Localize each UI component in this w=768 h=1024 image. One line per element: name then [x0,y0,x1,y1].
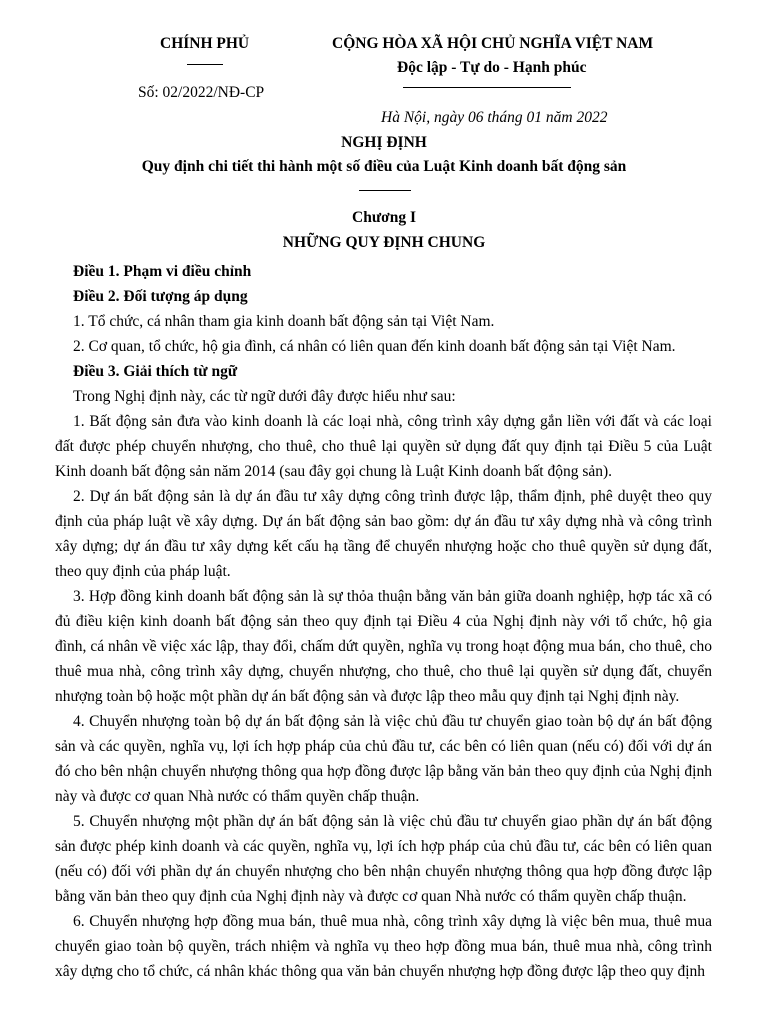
document-type: NGHỊ ĐỊNH [341,134,427,151]
article-3-clause-1: 1. Bất động sản đưa vào kinh doanh là các loại nhà, công trình xây dựng gắn liền với đất và các loại đất được phép chuyển nhượng, cho thuê, cho thuê lại quyền sử dụng đất quy định tại Điều 5 của Luật Kinh doanh bất động sản năm 2014 (sau đây gọi chung là Luật Kinh doanh bất động sản). [55,413,712,480]
document-body [55,259,712,984]
article-3-clause-3: 3. Hợp đồng kinh doanh bất động sản là sự thỏa thuận bằng văn bản giữa doanh nghiệp, hợp tác xã có đủ điều kiện kinh doanh bất động sản theo quy định tại Điều 4 của Nghị định này với tổ chức, hộ gia đình, cá nhân về việc xác lập, thay đổi, chấm dứt quyền, nghĩa vụ trong hoạt động mua bán, cho thuê, cho thuê mua nhà, công trình xây dựng, chuyển nhượng, cho thuê, cho thuê lại quyền sử dụng đất, chuyển nhượng toàn bộ hoặc một phần dự án bất động sản và được lập theo mẫu quy định tại Nghị định này. [55,588,712,705]
motto-underline [403,87,571,88]
article-2-clause-1: 1. Tổ chức, cá nhân tham gia kinh doanh bất động sản tại Việt Nam. [73,313,495,330]
article-3-clause-6: 6. Chuyển nhượng hợp đồng mua bán, thuê mua nhà, công trình xây dựng là việc bên mua, thuê mua chuyển giao toàn bộ quyền, trách nhiệm và nghĩa vụ theo hợp đồng mua bán, thuê mua nhà, công trình xây dựng cho tổ chức, cá nhân khác thông qua văn bản chuyển nhượng hợp đồng được lập theo quy định [55,913,712,980]
national-motto: Độc lập - Tự do - Hạnh phúc [397,59,587,76]
title-underline [359,190,411,191]
document-number: Số: 02/2022/NĐ-CP [138,84,265,101]
country-name: CỘNG HÒA XÃ HỘI CHỦ NGHĨA VIỆT NAM [332,35,654,52]
agency-underline [187,64,223,65]
chapter-label: Chương I [352,209,416,226]
document-subject: Quy định chi tiết thi hành một số điều của Luật Kinh doanh bất động sản [141,158,627,175]
article-3-heading: Điều 3. Giải thích từ ngữ [73,363,238,380]
chapter-name: NHỮNG QUY ĐỊNH CHUNG [282,234,486,251]
article-2-clause-2: 2. Cơ quan, tổ chức, hộ gia đình, cá nhân có liên quan đến kinh doanh bất động sản tại Việt Nam. [73,338,676,355]
article-2-heading: Điều 2. Đối tượng áp dụng [73,288,248,305]
place-date: Hà Nội, ngày 06 tháng 01 năm 2022 [381,109,608,126]
agency-name: CHÍNH PHỦ [160,35,250,52]
article-3-clause-4: 4. Chuyển nhượng toàn bộ dự án bất động sản là việc chủ đầu tư chuyển giao toàn bộ dự án bất động sản và các quyền, nghĩa vụ, lợi ích hợp pháp của chủ đầu tư, các bên có liên quan (nếu có) đối với dự án đó cho bên nhận chuyển nhượng thông qua hợp đồng được lập bằng văn bản theo quy định của Nghị định này và được cơ quan Nhà nước có thẩm quyền chấp thuận. [55,713,712,805]
article-3-clause-2: 2. Dự án bất động sản là dự án đầu tư xây dựng công trình được lập, thẩm định, phê duyệt theo quy định của pháp luật về xây dựng. Dự án bất động sản bao gồm: dự án đầu tư xây dựng nhà và công trình xây dựng; dự án đầu tư xây dựng kết cấu hạ tầng để chuyển nhượng hoặc cho thuê quyền sử dụng đất, theo quy định của pháp luật. [55,488,712,580]
article-1-heading: Điều 1. Phạm vi điều chỉnh [73,263,252,280]
article-3-clause-5: 5. Chuyển nhượng một phần dự án bất động sản là việc chủ đầu tư chuyển giao phần dự án bất động sản được phép kinh doanh và các quyền, nghĩa vụ, lợi ích hợp pháp của chủ đầu tư, các bên có liên quan (nếu có) đối với phần dự án chuyển nhượng cho bên nhận chuyển nhượng thông qua hợp đồng được lập bằng văn bản theo quy định của Nghị định này và được cơ quan Nhà nước có thẩm quyền chấp thuận. [55,813,712,905]
article-3-intro: Trong Nghị định này, các từ ngữ dưới đây được hiểu như sau: [73,388,456,405]
